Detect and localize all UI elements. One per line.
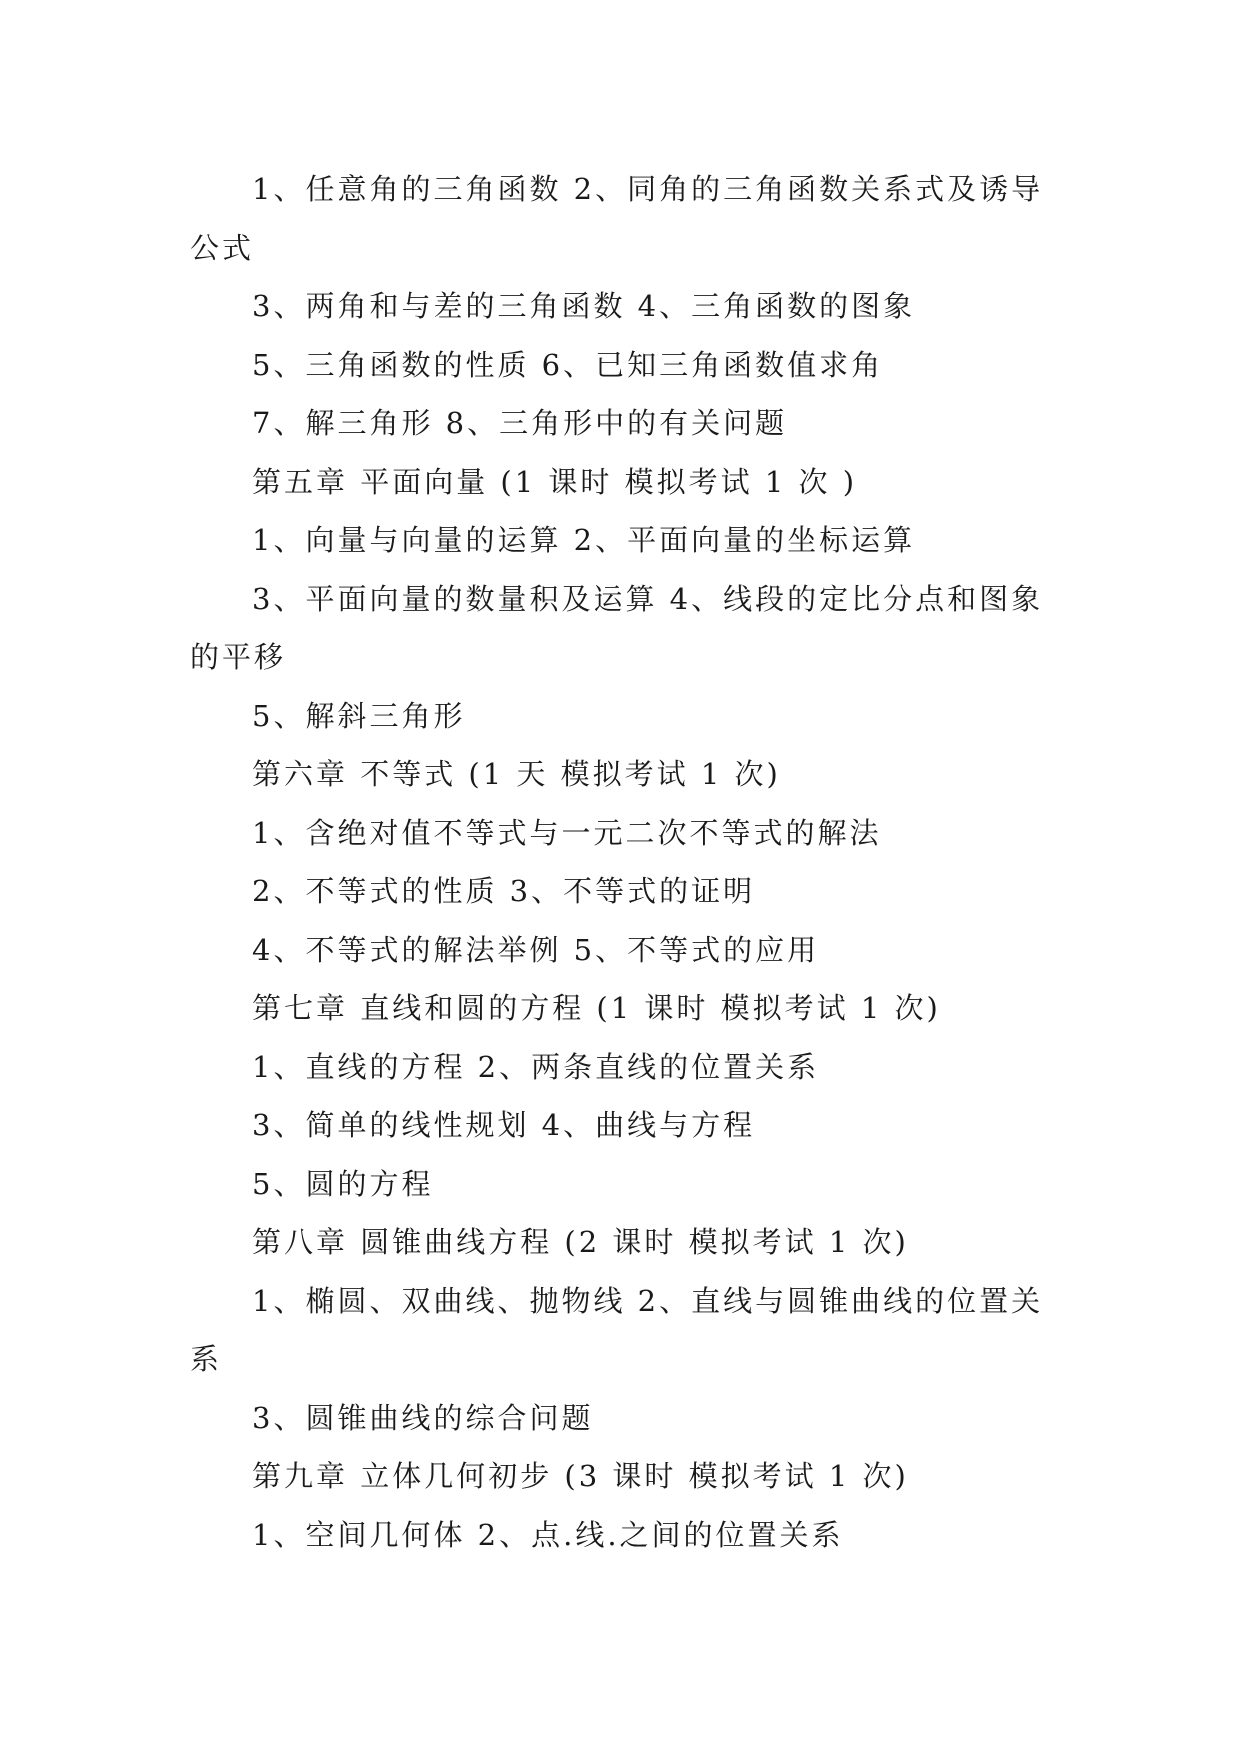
list-item: 3、平面向量的数量积及运算 4、线段的定比分点和图象的平移	[190, 581, 1044, 674]
list-item: 2、不等式的性质 3、不等式的证明	[252, 874, 756, 908]
chapter-heading: 第六章 不等式 (1 天 模拟考试 1 次)	[252, 757, 781, 791]
list-item: 1、空间几何体 2、点.线.之间的位置关系	[252, 1517, 844, 1552]
list-item: 4、不等式的解法举例 5、不等式的应用	[252, 932, 820, 967]
chapter-heading: 第九章 立体几何初步 (3 课时 模拟考试 1 次)	[252, 1459, 909, 1493]
list-item: 5、解斜三角形	[252, 698, 466, 733]
list-item: 1、椭圆、双曲线、抛物线 2、直线与圆锥曲线的位置关系	[190, 1283, 1044, 1376]
list-item: 3、两角和与差的三角函数 4、三角函数的图象	[252, 289, 916, 323]
chapter-heading: 第七章 直线和圆的方程 (1 课时 模拟考试 1 次)	[252, 991, 941, 1025]
chapter-heading: 第八章 圆锥曲线方程 (2 课时 模拟考试 1 次)	[252, 1225, 909, 1259]
list-item: 3、简单的线性规划 4、曲线与方程	[252, 1108, 756, 1142]
list-item: 1、直线的方程 2、两条直线的位置关系	[252, 1049, 820, 1084]
list-item: 1、向量与向量的运算 2、平面向量的坐标运算	[252, 523, 916, 557]
document-body	[190, 160, 1060, 1564]
list-item: 3、圆锥曲线的综合问题	[252, 1400, 594, 1435]
list-item: 1、含绝对值不等式与一元二次不等式的解法	[252, 815, 882, 850]
list-item: 7、解三角形 8、三角形中的有关问题	[252, 406, 788, 440]
list-item: 5、圆的方程	[252, 1166, 434, 1201]
list-item: 5、三角函数的性质 6、已知三角函数值求角	[252, 347, 884, 382]
chapter-heading: 第五章 平面向量 (1 课时 模拟考试 1 次 )	[252, 464, 858, 499]
list-item: 1、任意角的三角函数 2、同角的三角函数关系式及诱导公式	[190, 172, 1044, 265]
